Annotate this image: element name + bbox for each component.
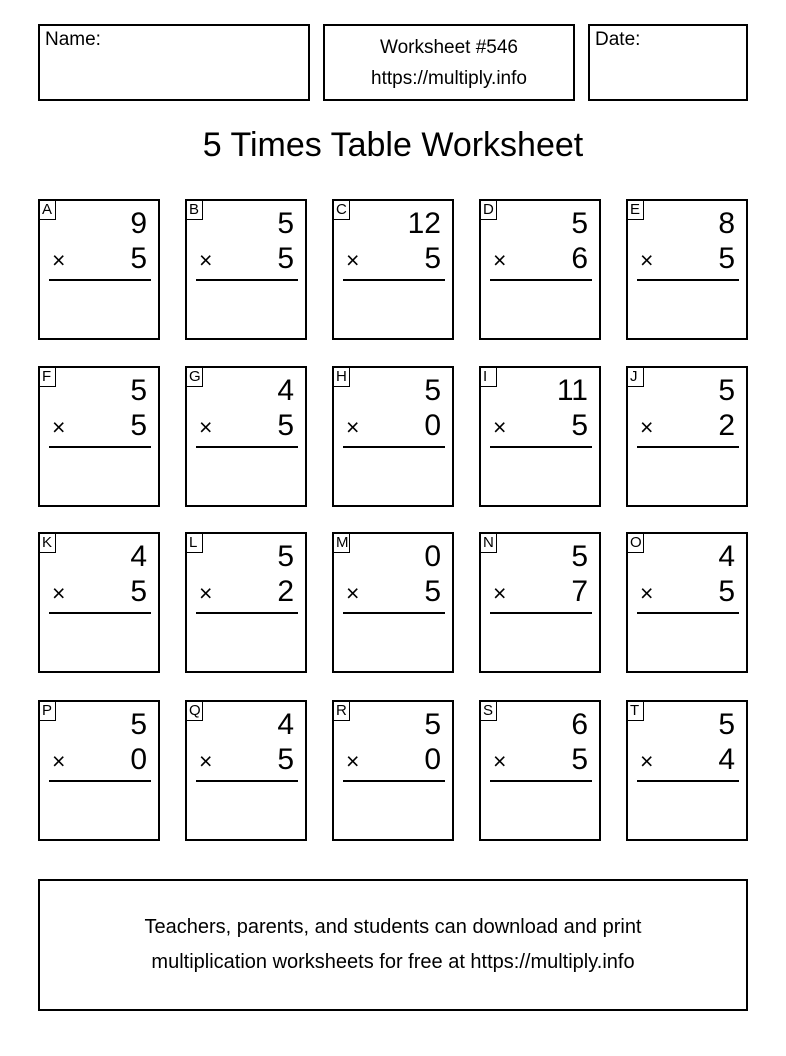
- multiplier: 6: [571, 242, 588, 275]
- answer-line: [49, 446, 151, 448]
- multiplier: 2: [718, 409, 735, 442]
- problem-letter: G: [185, 366, 203, 387]
- multiplicand: 5: [424, 708, 441, 741]
- answer-line: [196, 279, 298, 281]
- times-sign: ×: [640, 414, 654, 440]
- problem-card: [332, 700, 454, 841]
- problem-card: [185, 366, 307, 507]
- answer-line: [490, 612, 592, 614]
- problem-letter: B: [185, 199, 203, 220]
- name-label: Name:: [45, 29, 101, 50]
- times-sign: ×: [493, 247, 507, 273]
- problem-letter: T: [626, 700, 644, 721]
- times-sign: ×: [493, 414, 507, 440]
- times-sign: ×: [346, 580, 360, 606]
- multiplier: 5: [277, 242, 294, 275]
- problem-letter: O: [626, 532, 644, 553]
- answer-line: [637, 612, 739, 614]
- multiplicand: 5: [277, 540, 294, 573]
- page-title: 5 Times Table Worksheet: [202, 126, 584, 164]
- answer-line: [343, 446, 445, 448]
- problem-card: [626, 366, 748, 507]
- problem-card: [479, 366, 601, 507]
- multiplier: 5: [130, 409, 147, 442]
- problem-card: [332, 366, 454, 507]
- multiplier: 7: [571, 575, 588, 608]
- problem-letter: E: [626, 199, 644, 220]
- multiplicand: 5: [424, 374, 441, 407]
- answer-line: [49, 780, 151, 782]
- answer-line: [490, 780, 592, 782]
- multiplier: 5: [424, 575, 441, 608]
- answer-line: [637, 279, 739, 281]
- problem-letter: Q: [185, 700, 203, 721]
- multiplicand: 0: [424, 540, 441, 573]
- times-sign: ×: [493, 748, 507, 774]
- problem-letter: I: [479, 366, 497, 387]
- problem-card: [332, 199, 454, 340]
- problem-letter: P: [38, 700, 56, 721]
- date-label: Date:: [595, 29, 641, 50]
- problem-letter: N: [479, 532, 497, 553]
- multiplicand: 5: [571, 540, 588, 573]
- multiplier: 4: [718, 743, 735, 776]
- multiplicand: 4: [718, 540, 735, 573]
- times-sign: ×: [199, 748, 213, 774]
- problem-letter: K: [38, 532, 56, 553]
- problem-card: [38, 366, 160, 507]
- multiplier: 5: [130, 575, 147, 608]
- multiplier: 0: [424, 409, 441, 442]
- answer-line: [343, 780, 445, 782]
- problem-card: [185, 700, 307, 841]
- times-sign: ×: [640, 580, 654, 606]
- answer-line: [637, 780, 739, 782]
- problem-card: [38, 199, 160, 340]
- multiplicand: 5: [130, 708, 147, 741]
- times-sign: ×: [493, 580, 507, 606]
- times-sign: ×: [199, 247, 213, 273]
- problem-letter: A: [38, 199, 56, 220]
- multiplicand: 11: [556, 374, 588, 407]
- worksheet-number: Worksheet #546: [379, 36, 518, 58]
- multiplicand: 5: [130, 374, 147, 407]
- footer-line-1: Teachers, parents, and students can download and print: [144, 916, 642, 938]
- multiplicand: 9: [130, 207, 147, 240]
- problem-card: [626, 532, 748, 673]
- problem-card: [479, 700, 601, 841]
- times-sign: ×: [640, 748, 654, 774]
- answer-line: [196, 780, 298, 782]
- multiplicand: 5: [718, 374, 735, 407]
- problem-letter: H: [332, 366, 350, 387]
- multiplicand: 8: [718, 207, 735, 240]
- problem-card: [332, 532, 454, 673]
- times-sign: ×: [52, 414, 66, 440]
- multiplicand: 6: [571, 708, 588, 741]
- multiplier: 5: [571, 743, 588, 776]
- multiplicand: 5: [277, 207, 294, 240]
- problem-letter: S: [479, 700, 497, 721]
- answer-line: [490, 446, 592, 448]
- multiplier: 5: [718, 242, 735, 275]
- times-sign: ×: [346, 414, 360, 440]
- multiplier: 5: [718, 575, 735, 608]
- answer-line: [49, 279, 151, 281]
- times-sign: ×: [52, 247, 66, 273]
- multiplier: 0: [130, 743, 147, 776]
- multiplier: 5: [130, 242, 147, 275]
- times-sign: ×: [346, 748, 360, 774]
- multiplier: 5: [277, 409, 294, 442]
- multiplier: 5: [571, 409, 588, 442]
- multiplier: 5: [277, 743, 294, 776]
- problem-card: [185, 532, 307, 673]
- answer-line: [343, 279, 445, 281]
- problem-letter: L: [185, 532, 203, 553]
- times-sign: ×: [346, 247, 360, 273]
- times-sign: ×: [640, 247, 654, 273]
- multiplicand: 4: [277, 374, 294, 407]
- answer-line: [490, 279, 592, 281]
- multiplier: 2: [277, 575, 294, 608]
- times-sign: ×: [199, 414, 213, 440]
- times-sign: ×: [199, 580, 213, 606]
- answer-line: [196, 612, 298, 614]
- problem-letter: M: [332, 532, 350, 553]
- problem-letter: R: [332, 700, 350, 721]
- problem-card: [38, 700, 160, 841]
- problem-card: [626, 700, 748, 841]
- problem-card: [185, 199, 307, 340]
- multiplier: 5: [424, 242, 441, 275]
- problem-card: [479, 199, 601, 340]
- answer-line: [637, 446, 739, 448]
- answer-line: [49, 612, 151, 614]
- problem-letter: D: [479, 199, 497, 220]
- footer-line-2: multiplication worksheets for free at https://multiply.info: [151, 951, 635, 973]
- multiplicand: 5: [718, 708, 735, 741]
- multiplier: 0: [424, 743, 441, 776]
- problem-card: [626, 199, 748, 340]
- multiplicand: 4: [130, 540, 147, 573]
- problem-card: [38, 532, 160, 673]
- footer-note: [38, 879, 748, 1011]
- answer-line: [196, 446, 298, 448]
- multiplicand: 12: [407, 207, 441, 240]
- times-sign: ×: [52, 748, 66, 774]
- problem-card: [479, 532, 601, 673]
- problem-letter: F: [38, 366, 56, 387]
- multiplicand: 5: [571, 207, 588, 240]
- multiplicand: 4: [277, 708, 294, 741]
- answer-line: [343, 612, 445, 614]
- problem-letter: C: [332, 199, 350, 220]
- times-sign: ×: [52, 580, 66, 606]
- worksheet-url: https://multiply.info: [371, 67, 527, 89]
- problem-letter: J: [626, 366, 644, 387]
